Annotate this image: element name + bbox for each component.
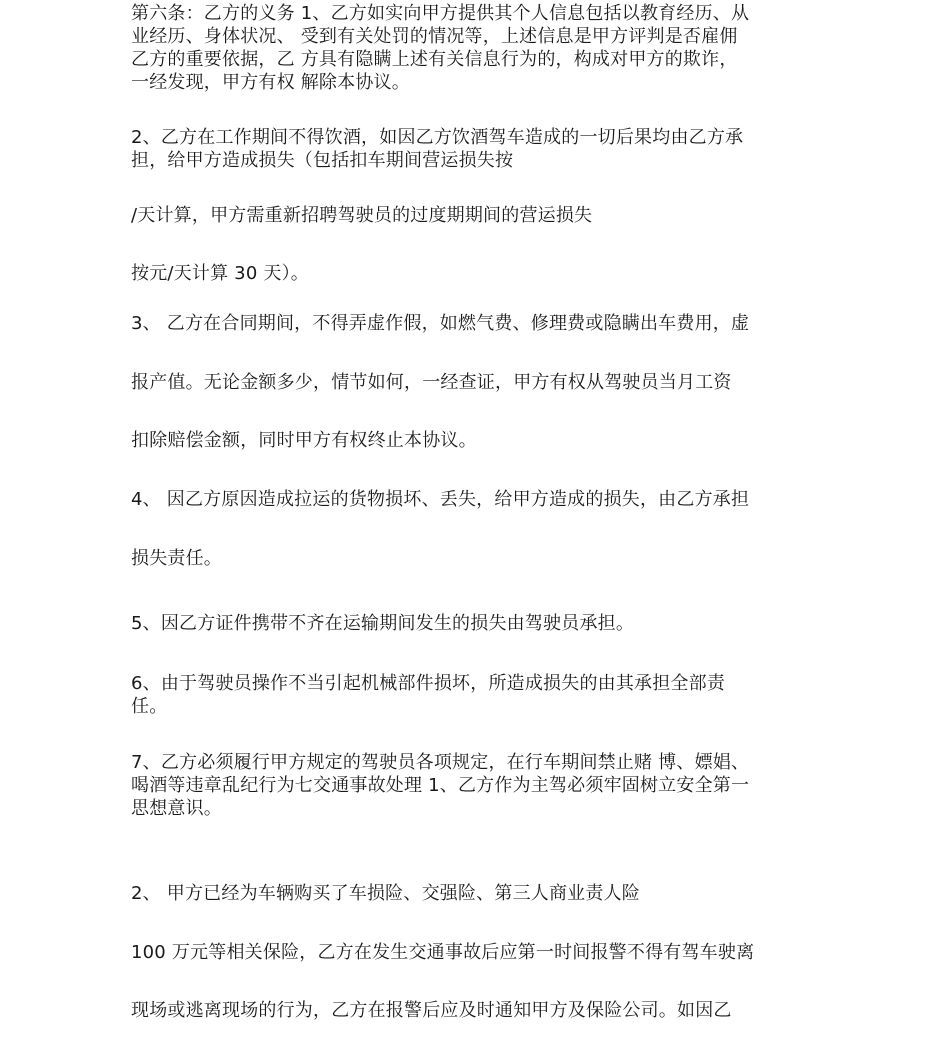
item-3-line-3: 扣除赔偿金额，同时甲方有权终止本协议。: [131, 430, 477, 451]
item-2-continuation-1: /天计算，甲方需重新招聘驾驶员的过度期期间的营运损失: [131, 205, 593, 226]
article-6-line-1: 第六条：乙方的义务 1、乙方如实向甲方提供其个人信息包括以教育经历、从: [131, 3, 750, 24]
item-2-line-2: 担，给甲方造成损失（包括扣车期间营运损失按: [131, 150, 514, 171]
item-2-line-1: 2、乙方在工作期间不得饮酒，如因乙方饮酒驾车造成的一切后果均由乙方承: [131, 127, 744, 148]
article-6-line-4: 一经发现，甲方有权 解除本协议。: [131, 72, 410, 93]
accident-item-2-line-1: 2、 甲方已经为车辆购买了车损险、交强险、第三人商业责人险: [131, 883, 640, 904]
accident-item-2-line-2: 100 万元等相关保险，乙方在发生交通事故后应第一时间报警不得有驾车驶离: [131, 942, 755, 963]
article-6-line-3: 乙方的重要依据，乙 方具有隐瞒上述有关信息行为的，构成对甲方的欺诈，: [131, 49, 738, 70]
item-7-line-3: 思想意识。: [131, 798, 222, 819]
item-2-continuation-2: 按元/天计算 30 天）。: [131, 263, 310, 284]
item-4-line-1: 4、 因乙方原因造成拉运的货物损坏、丢失，给甲方造成的损失，由乙方承担: [131, 489, 750, 510]
item-6-line-1: 6、由于驾驶员操作不当引起机械部件损坏，所造成损失的由其承担全部责: [131, 673, 726, 694]
item-3-line-1: 3、 乙方在合同期间，不得弄虚作假，如燃气费、修理费或隐瞒出车费用，虚: [131, 313, 750, 334]
accident-item-2-line-3: 现场或逃离现场的行为，乙方在报警后应及时通知甲方及保险公司。如因乙: [131, 1000, 732, 1021]
item-4-line-2: 损失责任。: [131, 548, 222, 569]
item-6-line-2: 任。: [131, 696, 168, 717]
item-7-line-2: 喝酒等违章乱纪行为七交通事故处理 1、乙方作为主驾必须牢固树立安全第一: [131, 775, 750, 796]
item-7-line-1: 7、乙方必须履行甲方规定的驾驶员各项规定，在行车期间禁止赌 博、嫖娼、: [131, 752, 750, 773]
item-3-line-2: 报产值。无论金额多少，情节如何，一经查证，甲方有权从驾驶员当月工资: [131, 372, 732, 393]
item-5-line-1: 5、因乙方证件携带不齐在运输期间发生的损失由驾驶员承担。: [131, 613, 635, 634]
article-6-line-2: 业经历、身体状况、 受到有关处罚的情况等，上述信息是甲方评判是否雇佣: [131, 26, 738, 47]
